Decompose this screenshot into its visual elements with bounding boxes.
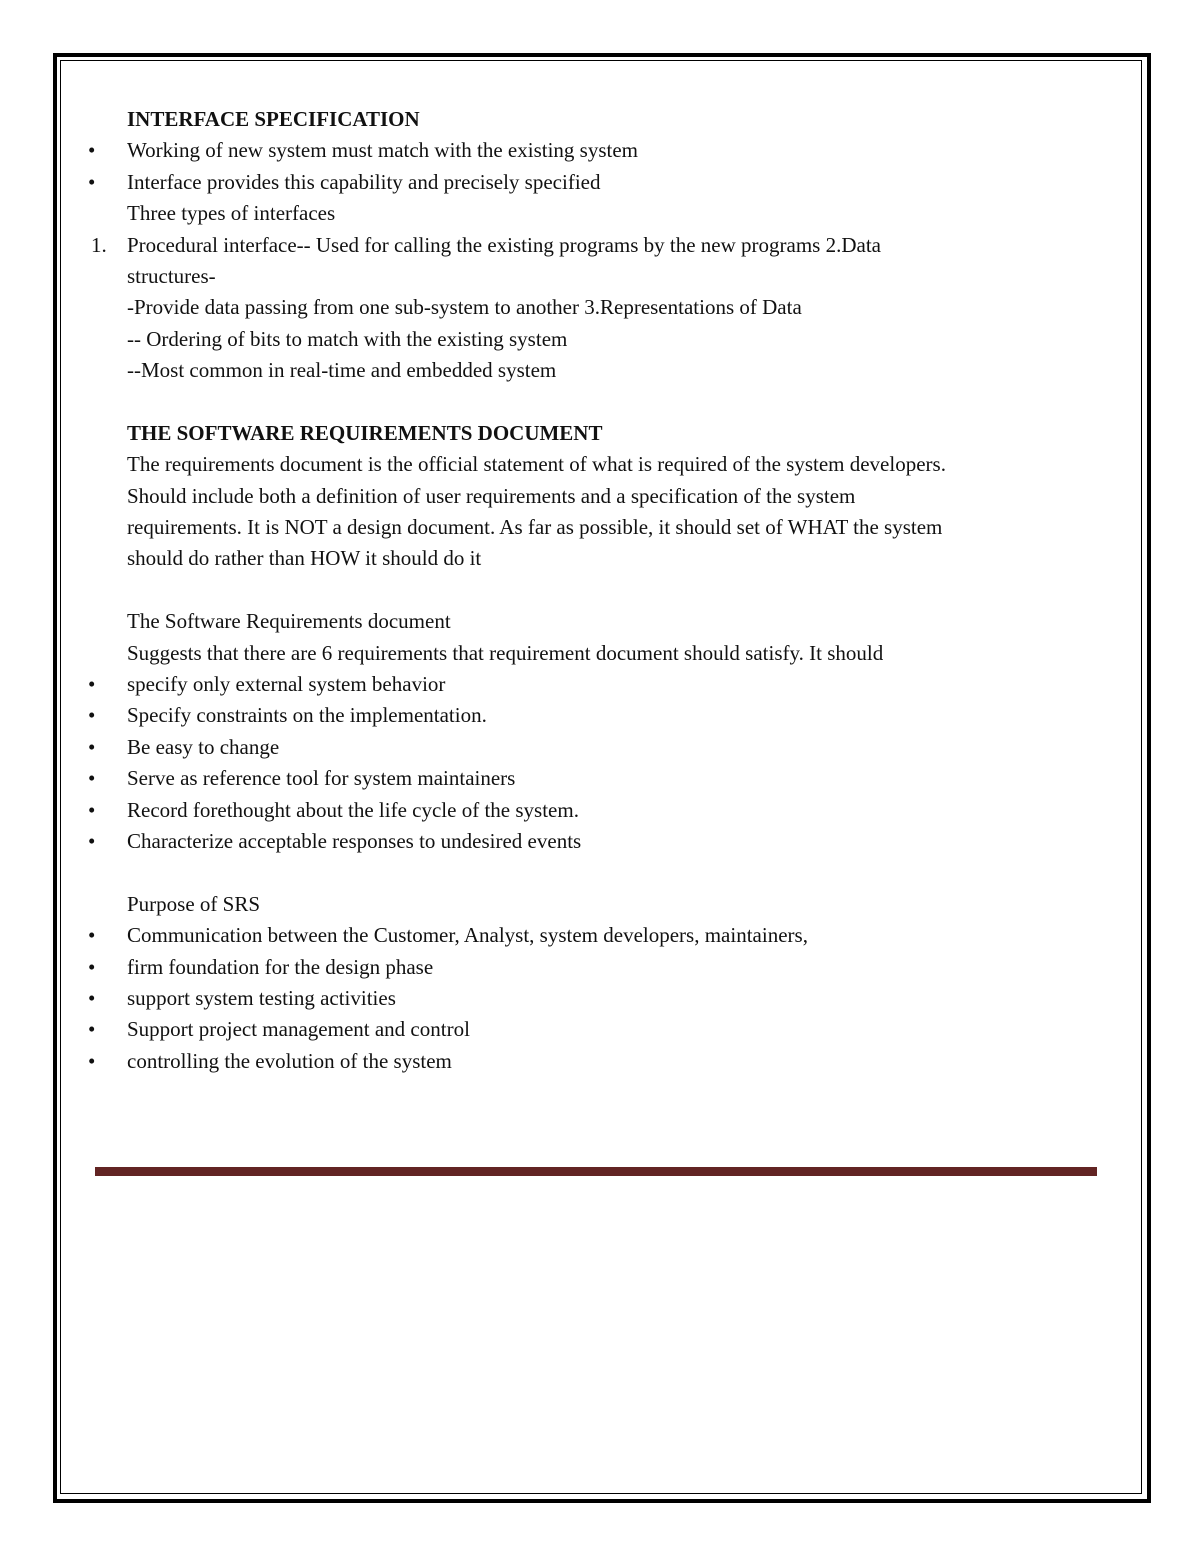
numbered-item xyxy=(91,230,1087,261)
requirements-intro: Suggests that there are 6 requirements that requirement document should satisfy. It should xyxy=(127,640,884,665)
list-item-text: firm foundation for the design phase xyxy=(127,954,434,979)
interface-types-intro: Three types of interfaces xyxy=(127,201,336,226)
bullet-icon: • xyxy=(88,985,96,1010)
srs-subtitle: The Software Requirements document xyxy=(127,609,451,634)
paragraph-line: should do rather than HOW it should do it xyxy=(127,546,482,571)
srs-document-heading: THE SOFTWARE REQUIREMENTS DOCUMENT xyxy=(127,420,603,445)
bullet-icon: • xyxy=(88,734,96,759)
list-item xyxy=(88,1014,1087,1045)
numbered-item-text: Procedural interface-- Used for calling the existing programs by the new programs 2.Data xyxy=(127,232,881,257)
list-item xyxy=(88,732,1087,763)
list-item-text: Interface provides this capability and precisely specified xyxy=(127,169,601,194)
bullet-icon: • xyxy=(88,766,96,791)
list-item xyxy=(88,135,1087,166)
list-item-text: support system testing activities xyxy=(127,985,396,1010)
text-line: -- Ordering of bits to match with the existing system xyxy=(127,326,568,351)
bullet-icon: • xyxy=(88,954,96,979)
text-line: -Provide data passing from one sub-system to another 3.Representations of Data xyxy=(127,295,802,320)
bullet-icon: • xyxy=(88,828,96,853)
list-item-text: Record forethought about the life cycle of the system. xyxy=(127,797,579,822)
list-item-text: Communication between the Customer, Analyst, system developers, maintainers, xyxy=(127,923,808,948)
list-number: 1. xyxy=(91,232,107,257)
list-item xyxy=(88,700,1087,731)
list-item-text: Be easy to change xyxy=(127,734,280,759)
list-item-text: Characterize acceptable responses to undesired events xyxy=(127,828,582,853)
list-item xyxy=(88,167,1087,198)
list-item xyxy=(88,1046,1087,1077)
spacer xyxy=(127,387,1087,418)
footer-rule xyxy=(95,1167,1097,1176)
bullet-icon: • xyxy=(88,797,96,822)
interface-spec-heading: INTERFACE SPECIFICATION xyxy=(127,107,420,131)
list-item xyxy=(88,795,1087,826)
list-item xyxy=(88,763,1087,794)
list-item xyxy=(88,983,1087,1014)
paragraph-line: The requirements document is the official statement of what is required of the system developers. xyxy=(127,452,946,477)
list-item xyxy=(88,920,1087,951)
list-item-text: Serve as reference tool for system maintainers xyxy=(127,766,516,791)
list-item-text: Support project management and control xyxy=(127,1017,470,1042)
list-item xyxy=(88,826,1087,857)
list-item xyxy=(88,952,1087,983)
paragraph-line: requirements. It is NOT a design document. As far as possible, it should set of WHAT the system xyxy=(127,515,943,540)
list-item-text: controlling the evolution of the system xyxy=(127,1048,452,1073)
spacer xyxy=(127,857,1087,888)
list-item-text: Working of new system must match with the existing system xyxy=(127,138,639,163)
list-item xyxy=(88,669,1087,700)
spacer xyxy=(127,575,1087,606)
bullet-icon: • xyxy=(88,1017,96,1042)
paragraph-line: Should include both a definition of user requirements and a specification of the system xyxy=(127,483,856,508)
list-item-text: Specify constraints on the implementation. xyxy=(127,703,487,728)
bullet-icon: • xyxy=(88,672,96,697)
bullet-icon: • xyxy=(88,923,96,948)
purpose-title: Purpose of SRS xyxy=(127,891,261,916)
bullet-icon: • xyxy=(88,138,96,163)
bullet-icon: • xyxy=(88,1048,96,1073)
text-line: --Most common in real-time and embedded system xyxy=(127,358,557,383)
document-body xyxy=(88,104,1087,1077)
bullet-icon: • xyxy=(88,169,96,194)
bullet-icon: • xyxy=(88,703,96,728)
numbered-item-continuation: structures- xyxy=(127,263,216,288)
list-item-text: specify only external system behavior xyxy=(127,672,446,697)
